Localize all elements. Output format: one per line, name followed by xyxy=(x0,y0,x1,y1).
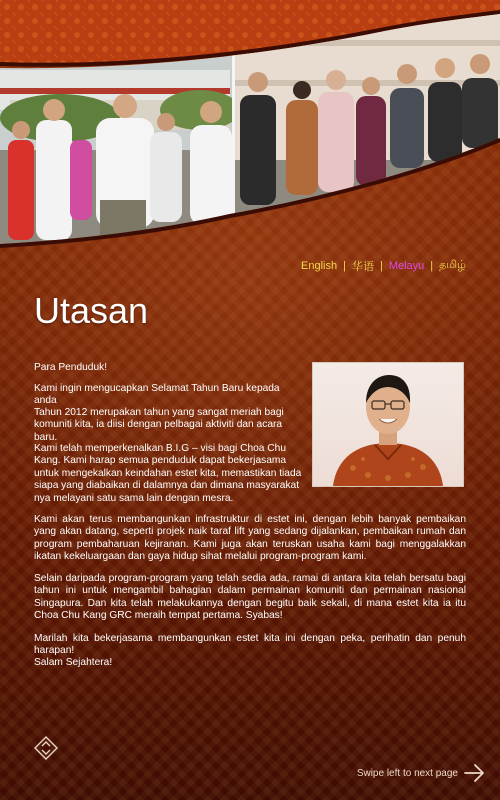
paragraph-6: Marilah kita bekerjasama membangunkan estet kita ini dengan peka, perihatin dan penuh harapan! xyxy=(34,633,466,657)
lang-separator: | xyxy=(343,260,346,272)
page-title: Utasan xyxy=(34,290,149,331)
language-selector xyxy=(301,258,466,274)
paragraph-2: Tahun 2012 merupakan tahun yang sangat meriah bagi komuniti kita, ia diisi dengan pelbagai aktiviti dan acara baru. xyxy=(34,407,284,443)
paragraph-1: Kami ingin mengucapkan Selamat Tahun Baru kepada anda xyxy=(34,383,280,407)
lang-tamil-link[interactable]: தமிழ் xyxy=(439,259,466,271)
next-page-hint[interactable] xyxy=(357,763,486,783)
lang-chinese-link[interactable]: 华语 xyxy=(351,261,374,273)
lang-separator: | xyxy=(430,260,434,272)
home-menu-button[interactable] xyxy=(34,736,58,760)
portrait-image xyxy=(313,363,463,486)
swipe-text: Swipe left to next page xyxy=(356,767,458,779)
lang-separator: | xyxy=(379,260,383,272)
diamond-arrows-icon xyxy=(34,736,58,760)
header-banner xyxy=(0,0,500,260)
lang-malay-link[interactable]: Melayu xyxy=(388,260,425,272)
arrow-right-icon xyxy=(464,763,486,783)
paragraph-5: Selain daripada program-program yang telah sedia ada, ramai di antara kita telah bersatu bagi tahun ini untuk mengambil bahagian dalam permainan komuniti dan permainan nasional Singapura. Dan kita telah melakukannya dengan begitu baik sekali, di mana estet kita ia itu Choa Chu Kang GRC meraih tempat pertama. Syabas! xyxy=(34,573,466,622)
closing-text: Salam Sejahtera! xyxy=(34,657,113,668)
paragraph-3: Kami telah memperkenalkan B.I.G – visi bagi Choa Chu Kang. Kami harap semua penduduk dapat bekerjasama untuk mengekalkan keindahan estet kita, memastikan tiada siapa yang diabaikan di dalamnya dan dimana masyarakat nya melayani satu sama lain dengan mesra. xyxy=(34,443,302,504)
portrait-photo xyxy=(312,362,464,487)
greeting-text: Para Penduduk! xyxy=(34,362,108,373)
banner-graphic xyxy=(0,0,500,260)
lang-english-link[interactable]: English xyxy=(301,260,338,272)
paragraph-4: Kami akan terus membangunkan infrastruktur di estet ini, dengan lebih banyak pembaikan yang akan datang, seperti projek naik taraf lift yang sedang dijalankan, pembaikan rumah dan program pembaharuan kejiranan. Kami juga akan teruskan usaha kami bagi menggalakkan ikatan kekeluargaan dan gaya hidup sihat melalui program-program kami. xyxy=(34,514,466,563)
